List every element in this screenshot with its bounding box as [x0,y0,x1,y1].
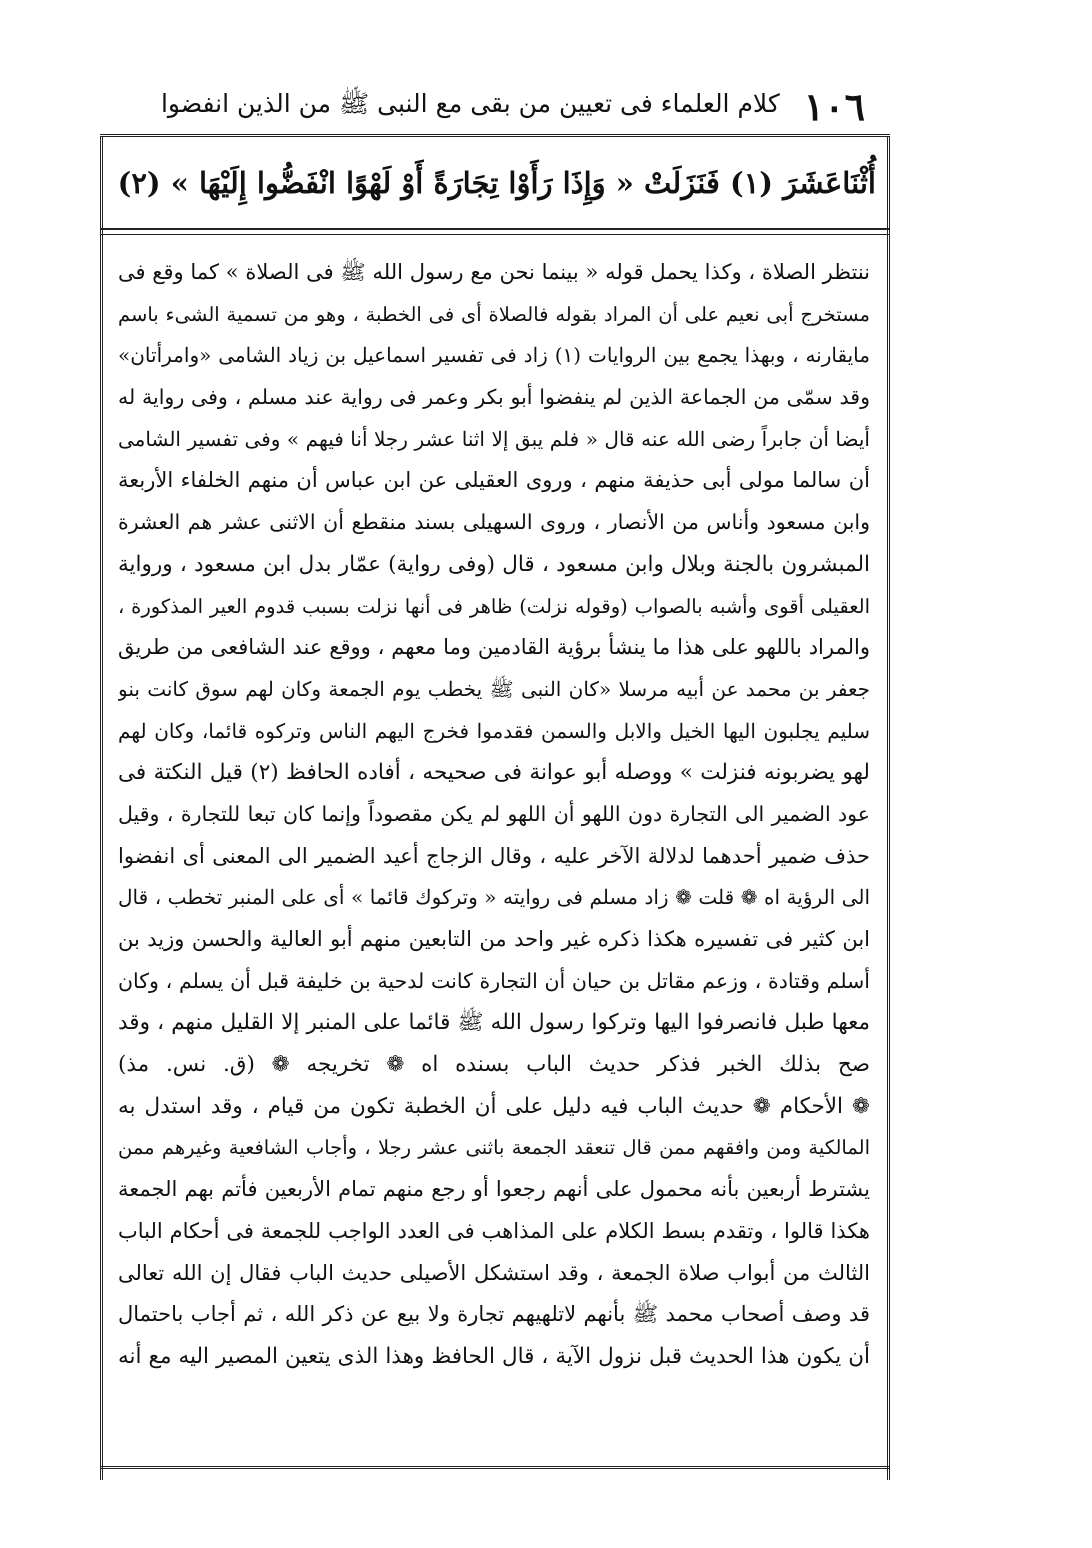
text-line: صح بذلك الخبر فذكر حديث الباب بسنده اه ❁ تخريجه ❁ (ق. نس. مذ) [118,1052,870,1078]
text-line: العقيلى أقوى وأشبه بالصواب (وقوله نزلت) ظاهر فى أنها نزلت بسبب قدوم العير المذكورة ، [118,594,870,618]
text-line: المبشرون بالجنة وبلال وابن مسعود ، قال (وفى رواية) عمّار بدل ابن مسعود ، ورواية [118,551,870,577]
page-number: ١٠٦ [803,83,865,129]
text-line: ❁ الأحكام ❁ حديث الباب فيه دليل على أن الخطبة تكون من قيام ، وقد استدل به [118,1093,870,1119]
text-line: الثالث من أبواب صلاة الجمعة ، وقد استشكل الأصيلى حديث الباب فقال إن الله تعالى [118,1260,870,1285]
text-line: المالكية ومن وافقهم ممن قال تنعقد الجمعة باثنى عشر رجلا ، وأجاب الشافعية وغيرهم ممن [118,1136,870,1160]
text-line: مستخرج أبى نعيم على أن المراد بقوله فالصلاة أى فى الخطبة ، وهو من تسمية الشىء باسم [118,302,870,326]
text-line: وابن مسعود وأناس من الأنصار ، وروى السهيلى بسند منقطع أن الاثنى عشر هم العشرة [118,510,870,535]
bottom-rule [100,1466,890,1469]
verse-divider [100,228,890,230]
hadith-verse: أُثْنَاعَشَرَ (١) فَنَزَلَتْ « وَإِذَا رَأَوْا تِجَارَةً أَوْ لَهْوًا انْفَضُّوا إِلَيْهَا » (٢) [117,166,876,200]
verse-divider-thin [100,234,890,235]
text-line: أن يكون هذا الحديث قبل نزول الآية ، قال الحافظ وهذا الذى يتعين المصير اليه مع أنه [118,1343,870,1369]
text-line: هكذا قالوا ، وتقدم بسط الكلام على المذاهب فى العدد الواجب للجمعة فى أحكام الباب [118,1218,870,1243]
text-line: معها طبل فانصرفوا اليها وتركوا رسول الله ﷺ قائما على المنبر إلا القليل منهم ، وقد [118,1010,870,1036]
text-line: سليم يجلبون اليها الخيل والابل والسمن فقدموا فخرج اليهم الناس وتركوه قائما، وكان لهم [118,718,870,743]
running-title: كلام العلماء فى تعيين من بقى مع النبى ﷺ من الذين انفضوا [160,88,780,118]
page-header [105,82,865,130]
text-line: ننتظر الصلاة ، وكذا يحمل قوله « بينما نحن مع رسول الله ﷺ فى الصلاة » كما وقع فى [118,260,870,284]
text-line: أيضا أن جابراً رضى الله عنه قال « فلم يبق إلا اثنا عشر رجلا أنا فيهم » وفى تفسير الشامى [118,426,870,451]
text-line: أن سالما مولى أبى حذيفة منهم ، وروى العقيلى عن ابن عباس أن منهم الخلفاء الأربعة [118,468,870,493]
text-line: جعفر بن محمد عن أبيه مرسلا «كان النبى ﷺ يخطب يوم الجمعة وكان لهم سوق كانت بنو [118,676,870,701]
text-line: مايقارنه ، وبهذا يجمع بين الروايات (١) زاد فى تفسير اسماعيل بن زياد الشامى «وامرأتان» [118,343,870,368]
text-line: والمراد باللهو على هذا ما ينشأ برؤية القادمين وما معهم ، ووقع عند الشافعى من طريق [118,635,870,660]
text-line: عود الضمير الى التجارة دون اللهو أن اللهو لم يكن مقصوداً وإنما كان تبعا للتجارة ، وقيل [118,801,870,826]
text-line: حذف ضمير أحدهما لدلالة الآخر عليه ، وقال الزجاج أعيد الضمير الى المعنى أى انفضوا [118,843,870,868]
text-line: وقد سمّى من الجماعة الذين لم ينفضوا أبو بكر وعمر فى رواية عند مسلم ، وفى رواية له [118,385,870,410]
text-line: أسلم وقتادة ، وزعم مقاتل بن حيان أن التجارة كانت لدحية بن خليفة قبل أن يسلم ، وكان [118,968,870,993]
text-line: الى الرؤية اه ❁ قلت ❁ زاد مسلم فى روايته « وتركوك قائما » أى على المنبر تخطب ، قال [118,885,870,910]
text-line: ابن كثير فى تفسيره هكذا ذكره غير واحد من التابعين منهم أبو العالية والحسن وزيد بن [118,927,870,951]
commentary-body [118,252,870,1378]
text-line: قد وصف أصحاب محمد ﷺ بأنهم لاتلهيهم تجارة ولا بيع عن ذكر الله ، ثم أجاب باحتمال [118,1302,870,1327]
text-line: يشترط أربعين بأنه محمول على أنهم رجعوا أو رجع منهم تمام الأربعين فأتم بهم الجمعة [118,1177,870,1202]
text-line: لهو يضربونه فنزلت » ووصله أبو عوانة فى صحيحه ، أفاده الحافظ (٢) قيل النكتة فى [118,760,870,786]
